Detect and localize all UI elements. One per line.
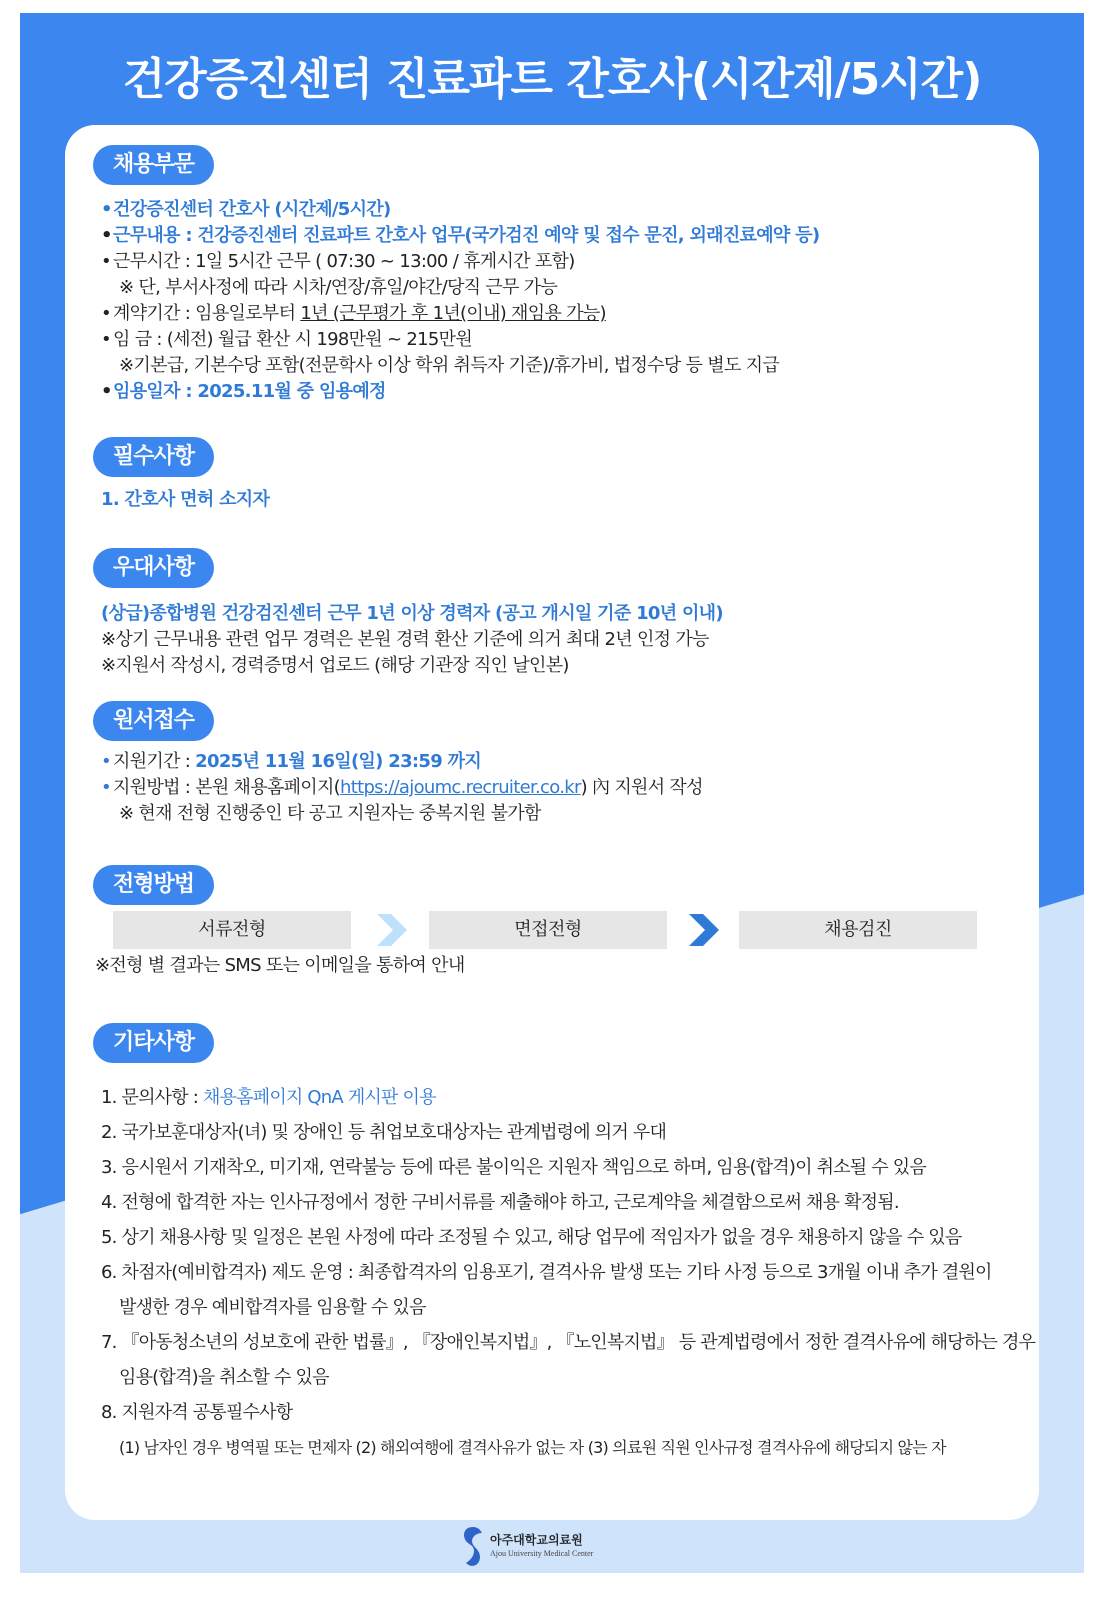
content-card: [65, 125, 1039, 1520]
process-step-1: 서류전형: [113, 911, 351, 949]
application-period: • 지원기간 : 2025년 11월 16일(일) 23:59 까지: [101, 751, 482, 772]
process-note: ※전형 별 결과는 SMS 또는 이메일을 통하여 안내: [95, 955, 465, 976]
ajou-logo-icon: [460, 1525, 486, 1571]
section-label-recruit: 채용부문: [93, 145, 214, 185]
recruit-salary-note: ※기본급, 기본수당 포함(전문학사 이상 학위 취득자 기준)/휴가비, 법정수당 등 별도 지급: [119, 355, 780, 376]
preferred-note-2: ※지원서 작성시, 경력증명서 업로드 (해당 기관장 직인 날인본): [101, 655, 569, 676]
etc-item-8: 8. 지원자격 공통필수사항: [101, 1402, 293, 1423]
poster: [20, 13, 1084, 1573]
recruit-position: •건강증진센터 간호사 (시간제/5시간): [101, 199, 391, 220]
recruit-start-date: •임용일자 : 2025.11월 중 임용예정: [101, 381, 386, 402]
logo-korean-name: 아주대학교의료원: [490, 1533, 583, 1547]
process-step-3: 채용검진: [739, 911, 977, 949]
etc-item-7b: 임용(합격)을 취소할 수 있음: [119, 1367, 329, 1388]
application-note: ※ 현재 전형 진행중인 타 공고 지원자는 중복지원 불가함: [119, 803, 541, 824]
footer-logo: [460, 1525, 660, 1571]
recruit-site-link[interactable]: https://ajoumc.recruiter.co.kr: [340, 777, 581, 798]
recruit-salary: • 임 금 : (세전) 월급 환산 시 198만원 ~ 215만원: [101, 329, 473, 350]
etc-item-2: 2. 국가보훈대상자(녀) 및 장애인 등 취업보호대상자는 관계법령에 의거 우대: [101, 1122, 667, 1143]
etc-item-5: 5. 상기 채용사항 및 일정은 본원 사정에 따라 조정될 수 있고, 해당 업무에 적임자가 없을 경우 채용하지 않을 수 있음: [101, 1227, 962, 1248]
etc-item-4: 4. 전형에 합격한 자는 인사규정에서 정한 구비서류를 제출해야 하고, 근로계약을 체결함으로써 채용 확정됨.: [101, 1192, 899, 1213]
etc-details: [101, 1080, 1035, 1465]
process-step-2: 면접전형: [429, 911, 667, 949]
etc-item-8-detail: (1) 남자인 경우 병역필 또는 면제자 (2) 해외여행에 결격사유가 없는 자 (3) 의료원 직원 인사규정 결격사유에 해당되지 않는 자: [119, 1438, 946, 1457]
application-method: • 지원방법 : 본원 채용홈페이지(https://ajoumc.recruiter.co.kr) 內 지원서 작성: [101, 777, 703, 798]
preferred-main: (상급)종합병원 건강검진센터 근무 1년 이상 경력자 (공고 개시일 기준 10년 이내): [101, 603, 723, 624]
required-details: [101, 487, 269, 513]
etc-item-3: 3. 응시원서 기재착오, 미기재, 연락불능 등에 따른 불이익은 지원자 책임으로 하며, 임용(합격)이 취소될 수 있음: [101, 1157, 926, 1178]
process-note-wrap: [95, 953, 465, 979]
section-label-required: 필수사항: [93, 437, 214, 477]
chevron-right-icon: [685, 912, 721, 948]
logo-english-name: Ajou University Medical Center: [490, 1549, 594, 1558]
preferred-note-1: ※상기 근무내용 관련 업무 경력은 본원 경력 환산 기준에 의거 최대 2년 인정 가능: [101, 629, 709, 650]
etc-item-6b: 발생한 경우 예비합격자를 임용할 수 있음: [119, 1297, 426, 1318]
section-label-application: 원서접수: [93, 701, 214, 741]
recruit-contract: • 계약기간 : 임용일로부터 1년 (근무평가 후 1년(이내) 재임용 가능): [101, 303, 606, 324]
section-label-preferred: 우대사항: [93, 548, 214, 588]
etc-item-1: 1. 문의사항 : 채용홈페이지 QnA 게시판 이용: [101, 1087, 436, 1108]
process-steps: [113, 911, 983, 949]
section-label-etc: 기타사항: [93, 1023, 214, 1063]
recruit-hours-note: ※ 단, 부서사정에 따라 시차/연장/휴일/야간/당직 근무 가능: [119, 277, 558, 298]
etc-item-6a: 6. 차점자(예비합격자) 제도 운영 : 최종합격자의 임용포기, 결격사유 발생 또는 기타 사정 등으로 3개월 이내 추가 결원이: [101, 1262, 992, 1283]
recruit-details: [101, 197, 819, 405]
recruit-hours: • 근무시간 : 1일 5시간 근무 ( 07:30 ~ 13:00 / 휴게시간 포함): [101, 251, 575, 272]
chevron-right-icon: [373, 912, 409, 948]
application-details: [101, 749, 703, 827]
required-item-1: 1. 간호사 면허 소지자: [101, 489, 270, 510]
preferred-details: [101, 601, 723, 679]
section-label-process: 전형방법: [93, 865, 214, 905]
recruit-duty: •근무내용 : 건강증진센터 진료파트 간호사 업무(국가검진 예약 및 접수 문진, 외래진료예약 등): [101, 225, 820, 246]
etc-item-7a: 7. 『아동청소년의 성보호에 관한 법률』, 『장애인복지법』, 『노인복지법』 등 관계법령에서 정한 결격사유에 해당하는 경우: [101, 1332, 1036, 1353]
page-title: 건강증진센터 진료파트 간호사(시간제/5시간): [122, 54, 982, 105]
